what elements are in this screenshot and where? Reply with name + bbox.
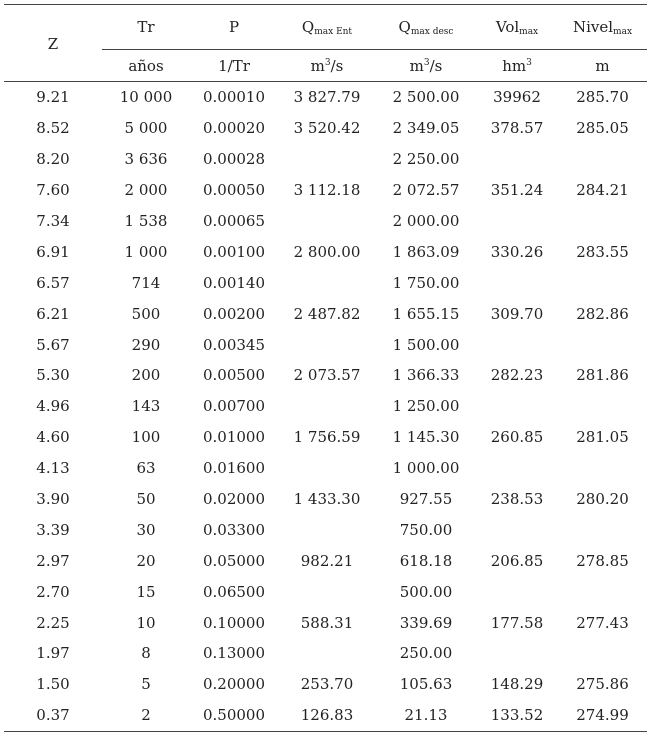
cell-tr: 1 538 [124, 212, 168, 230]
table-row [4, 298, 647, 329]
unit-tr: años [128, 56, 164, 75]
cell-qmax-desc: 750.00 [399, 520, 453, 539]
cell-nivelmax: 280.20 [576, 490, 629, 509]
cell-qmax-desc: 105.63 [399, 675, 453, 694]
cell-tr: 8 [141, 644, 151, 663]
cell-tr: 30 [136, 520, 156, 539]
cell-z: 4.96 [36, 397, 70, 416]
table-row [4, 514, 647, 545]
cell-z: 2.97 [36, 551, 70, 570]
cell-qmax-ent [278, 638, 376, 669]
table-body [4, 82, 647, 732]
cell-z: 3.39 [36, 520, 70, 539]
cell-tr: 5 [141, 675, 151, 694]
cell-z: 6.57 [36, 273, 70, 292]
cell-nivelmax: 274.99 [558, 700, 647, 731]
cell-z: 8.20 [36, 150, 70, 169]
cell-z: 8.52 [36, 119, 70, 138]
cell-volmax [476, 206, 558, 237]
table-row [4, 700, 647, 731]
cell-volmax [476, 576, 558, 607]
cell-qmax-ent: 1 756.59 [293, 428, 361, 447]
cell-z: 7.34 [36, 212, 70, 230]
table-row [4, 82, 647, 113]
cell-volmax: 260.85 [490, 428, 544, 447]
cell-nivelmax: 282.86 [576, 304, 629, 323]
cell-qmax-ent [278, 576, 376, 607]
unit-qmax-ent: $m^3/s$ [310, 56, 344, 75]
table-row [4, 144, 647, 175]
cell-volmax: 177.58 [490, 613, 544, 632]
cell-tr: 3 636 [124, 150, 168, 169]
cell-nivelmax [558, 391, 647, 422]
cell-p: 0.00500 [202, 366, 266, 385]
cell-p: 0.00020 [202, 119, 266, 138]
cell-p: 0.00050 [202, 181, 266, 200]
table-row [4, 453, 647, 484]
cell-volmax: 378.57 [490, 119, 544, 138]
cell-tr: 200 [131, 366, 161, 385]
header-p: P [190, 5, 278, 50]
table-row [4, 206, 647, 237]
cell-volmax [476, 391, 558, 422]
cell-p: 0.00200 [202, 304, 266, 323]
cell-p: 0.00010 [202, 88, 266, 107]
cell-z: 1.97 [36, 644, 70, 663]
table-row [4, 484, 647, 515]
cell-tr: 2 000 [124, 181, 168, 200]
cell-qmax-ent [278, 453, 376, 484]
cell-volmax: 133.52 [476, 700, 558, 731]
cell-z: 1.50 [36, 675, 70, 694]
cell-qmax-ent: 2 800.00 [293, 242, 361, 261]
cell-qmax-desc: 1 145.30 [392, 428, 460, 447]
cell-z: 6.91 [36, 242, 70, 261]
cell-tr: 290 [131, 335, 161, 354]
cell-qmax-ent: 2 487.82 [293, 304, 361, 323]
header-z: Z [47, 34, 59, 53]
cell-volmax [476, 638, 558, 669]
unit-volmax: $hm^3$ [502, 56, 532, 75]
cell-volmax: 309.70 [490, 304, 544, 323]
cell-nivelmax: 278.85 [576, 551, 629, 570]
cell-volmax: 330.26 [490, 242, 544, 261]
unit-nivelmax: m [595, 56, 610, 75]
cell-qmax-ent [278, 206, 376, 237]
cell-qmax-desc: 2 349.05 [392, 119, 460, 138]
cell-z: 3.90 [36, 490, 70, 509]
cell-qmax-desc: 2 500.00 [392, 88, 460, 107]
cell-nivelmax: 283.55 [576, 242, 629, 261]
table-row [4, 175, 647, 206]
cell-volmax [476, 329, 558, 360]
cell-z: 9.21 [36, 88, 70, 107]
cell-z: 6.21 [36, 304, 70, 323]
cell-qmax-ent [278, 391, 376, 422]
table-row [4, 267, 647, 298]
cell-qmax-desc: 1 750.00 [392, 273, 460, 292]
cell-volmax: 148.29 [490, 675, 544, 694]
cell-qmax-ent: 126.83 [278, 700, 376, 731]
cell-volmax: 282.23 [490, 366, 544, 385]
cell-qmax-ent: 3 827.79 [293, 88, 361, 107]
header-qmax-desc: $Q_{max desc}$ [376, 5, 476, 50]
cell-qmax-ent: 3 112.18 [293, 181, 361, 200]
cell-tr: 143 [131, 397, 161, 416]
cell-tr: 500 [131, 304, 161, 323]
cell-nivelmax: 284.21 [576, 181, 629, 200]
cell-volmax: 206.85 [490, 551, 544, 570]
cell-p: 0.13000 [202, 644, 266, 663]
cell-nivelmax: 285.05 [576, 119, 629, 138]
cell-qmax-ent: 588.31 [300, 613, 354, 632]
header-volmax: Vol$_{max}$ [476, 5, 558, 50]
unit-qmax-desc: $m^3/s$ [409, 56, 443, 75]
unit-p: 1/Tr [218, 56, 250, 75]
cell-p: 0.10000 [202, 613, 266, 632]
cell-nivelmax: 285.70 [576, 88, 629, 107]
cell-z: 4.60 [36, 428, 70, 447]
table-row [4, 360, 647, 391]
cell-qmax-ent: 2 073.57 [293, 366, 361, 385]
cell-p: 0.00140 [202, 273, 266, 292]
cell-nivelmax [558, 206, 647, 237]
cell-p: 0.00700 [202, 397, 266, 416]
table-row [4, 329, 647, 360]
cell-p: 0.05000 [202, 551, 266, 570]
cell-qmax-desc: 250.00 [399, 644, 453, 663]
cell-nivelmax: 275.86 [576, 675, 629, 694]
cell-z: 5.67 [36, 335, 70, 354]
cell-qmax-ent [278, 514, 376, 545]
table-row [4, 638, 647, 669]
cell-tr: 20 [136, 551, 156, 570]
cell-nivelmax: 277.43 [576, 613, 629, 632]
table-container [4, 4, 647, 732]
cell-qmax-ent [278, 267, 376, 298]
cell-tr: 63 [136, 459, 156, 478]
cell-qmax-desc: 1 655.15 [392, 304, 460, 323]
table-row [4, 545, 647, 576]
cell-p: 0.00100 [202, 242, 266, 261]
table-row [4, 236, 647, 267]
cell-qmax-desc: 500.00 [399, 582, 453, 601]
cell-qmax-desc: 618.18 [399, 551, 453, 570]
cell-z: 2.25 [36, 613, 70, 632]
cell-nivelmax [558, 576, 647, 607]
cell-qmax-desc: 1 863.09 [392, 242, 460, 261]
cell-tr: 2 [102, 700, 190, 731]
cell-nivelmax: 281.05 [576, 428, 629, 447]
cell-z: 4.13 [36, 459, 70, 478]
cell-p: 0.01600 [202, 459, 266, 478]
cell-tr: 5 000 [124, 119, 168, 138]
cell-qmax-desc: 2 250.00 [392, 150, 460, 169]
cell-qmax-desc: 1 250.00 [392, 397, 460, 416]
table-row [4, 113, 647, 144]
cell-p: 0.03300 [202, 520, 266, 539]
cell-qmax-desc: 927.55 [399, 490, 453, 509]
cell-tr: 10 000 [119, 88, 173, 107]
cell-qmax-desc: 2 072.57 [392, 181, 460, 200]
flood-frequency-table [4, 4, 647, 732]
cell-nivelmax [558, 329, 647, 360]
cell-tr: 100 [131, 428, 161, 447]
cell-p: 0.06500 [202, 582, 266, 601]
cell-p: 0.01000 [202, 428, 266, 447]
cell-p: 0.00345 [202, 335, 266, 354]
cell-z: 5.30 [36, 366, 70, 385]
table-row [4, 422, 647, 453]
cell-volmax [476, 144, 558, 175]
cell-p: 0.00028 [202, 150, 266, 169]
header-tr: Tr [102, 5, 190, 50]
table-row [4, 576, 647, 607]
cell-p: 0.02000 [202, 490, 266, 509]
cell-qmax-desc: 1 000.00 [392, 459, 460, 478]
table-row [4, 607, 647, 638]
cell-tr: 15 [136, 582, 156, 601]
cell-qmax-desc: 2 000.00 [392, 212, 460, 230]
cell-qmax-ent: 253.70 [300, 675, 354, 694]
cell-z: 0.37 [4, 700, 102, 731]
table-row [4, 669, 647, 700]
cell-qmax-desc: 339.69 [399, 613, 453, 632]
cell-nivelmax [558, 514, 647, 545]
table-header [4, 5, 647, 82]
cell-p: 0.50000 [190, 700, 278, 731]
header-qmax-ent: $Q_{max Ent}$ [278, 5, 376, 50]
cell-nivelmax [558, 267, 647, 298]
cell-qmax-ent: 3 520.42 [293, 119, 361, 138]
cell-qmax-desc: 1 366.33 [392, 366, 460, 385]
cell-volmax [476, 453, 558, 484]
table-row [4, 391, 647, 422]
cell-qmax-ent: 982.21 [300, 551, 354, 570]
cell-tr: 10 [136, 613, 156, 632]
cell-qmax-desc: 21.13 [376, 700, 476, 731]
cell-tr: 714 [131, 273, 161, 292]
cell-z: 2.70 [36, 582, 70, 601]
cell-p: 0.00065 [202, 212, 266, 230]
cell-volmax: 238.53 [490, 490, 544, 509]
cell-tr: 1 000 [124, 242, 168, 261]
cell-nivelmax [558, 144, 647, 175]
cell-tr: 50 [136, 490, 156, 509]
cell-qmax-ent: 1 433.30 [293, 490, 361, 509]
cell-qmax-desc: 1 500.00 [392, 335, 460, 354]
cell-p: 0.20000 [202, 675, 266, 694]
cell-volmax [476, 267, 558, 298]
header-nivelmax: Nivel$_{max}$ [558, 5, 647, 50]
cell-nivelmax [558, 453, 647, 484]
cell-volmax: 39962 [493, 88, 541, 107]
cell-nivelmax [558, 638, 647, 669]
cell-volmax [476, 514, 558, 545]
cell-volmax: 351.24 [490, 181, 544, 200]
cell-qmax-ent [278, 144, 376, 175]
cell-nivelmax: 281.86 [576, 366, 629, 385]
cell-qmax-ent [278, 329, 376, 360]
cell-z: 7.60 [36, 181, 70, 200]
